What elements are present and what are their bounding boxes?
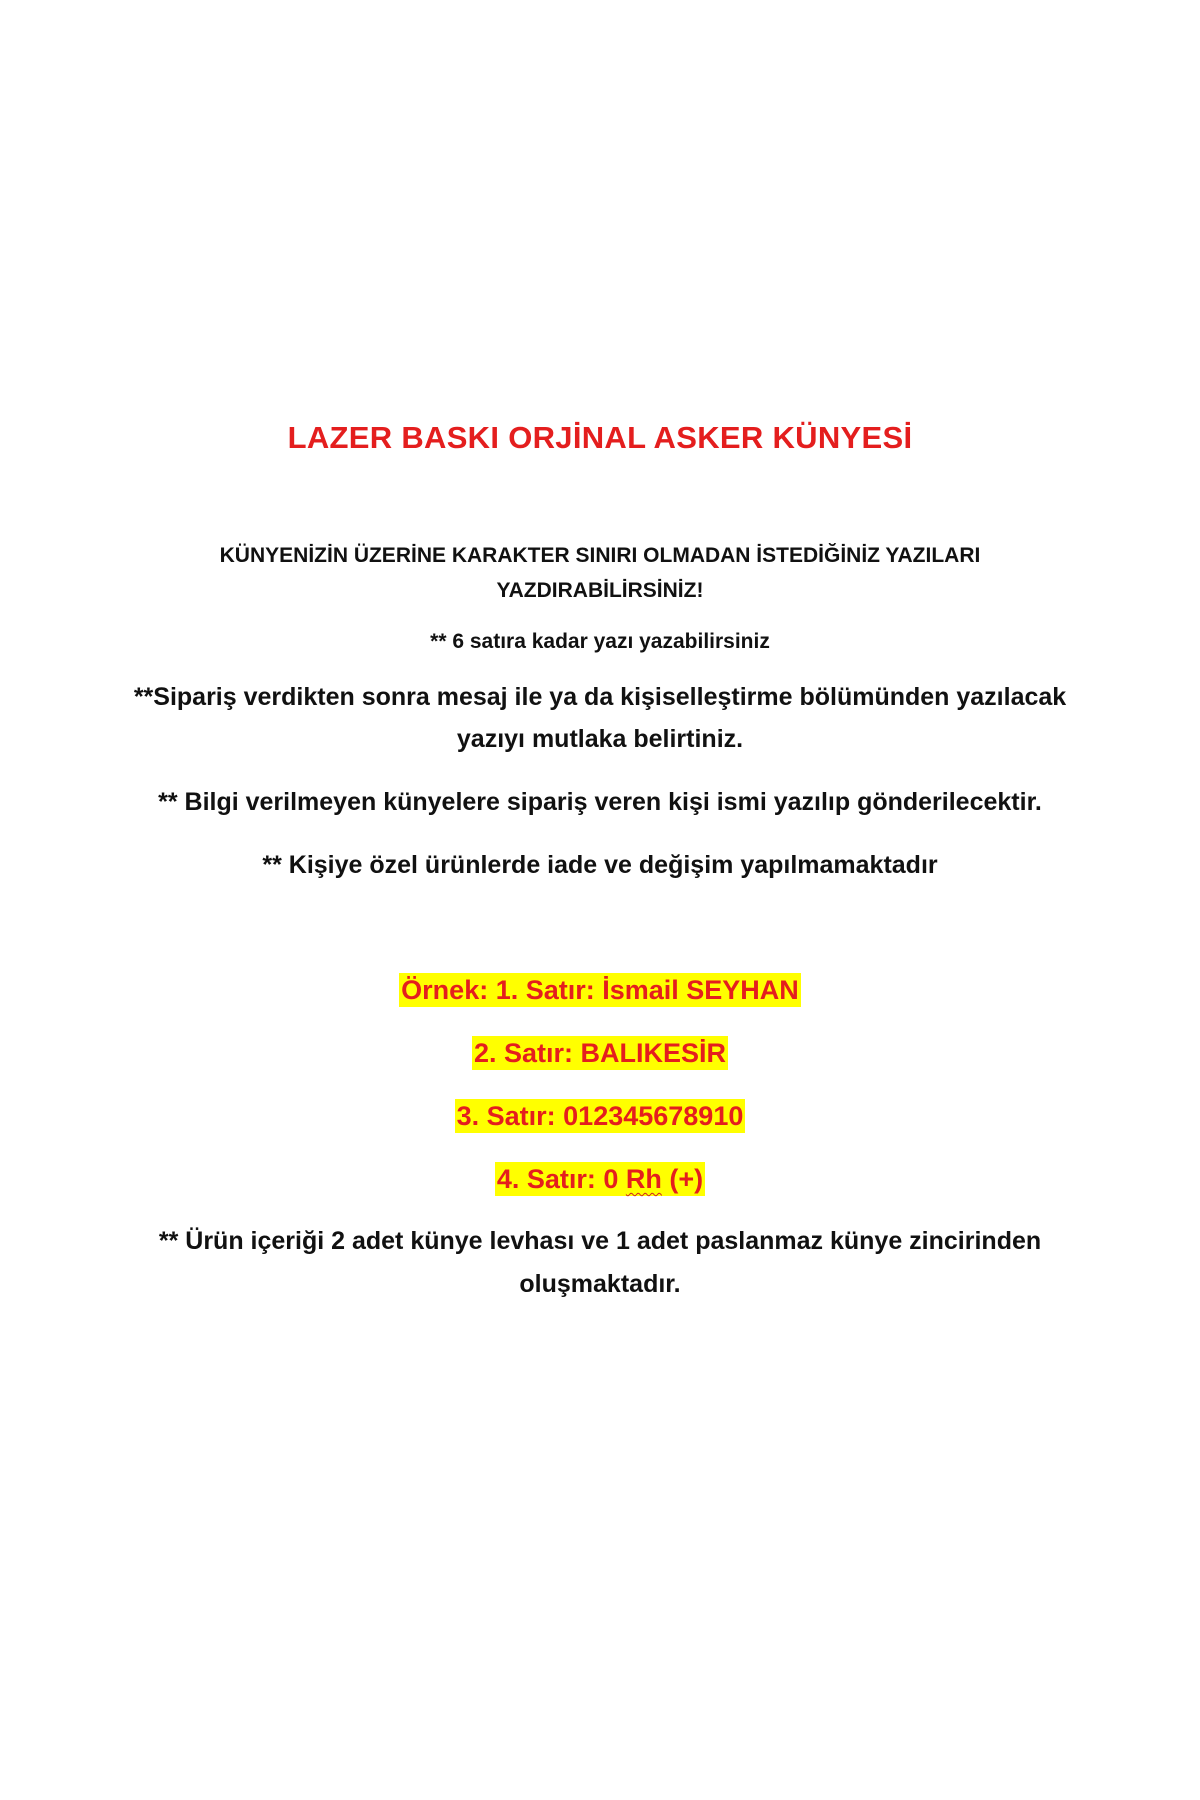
example-line-1-text: Örnek: 1. Satır: İsmail SEYHAN	[401, 975, 799, 1005]
contents-note-line-1: ** Ürün içeriği 2 adet künye levhası ve 1 adet paslanmaz künye zincirinden	[158, 1227, 1042, 1255]
default-name-note: ** Bilgi verilmeyen künyelere sipariş veren kişi ismi yazılıp gönderilecektir.	[158, 788, 1042, 816]
example-line-4-suffix: (+)	[661, 1164, 704, 1194]
example-line-3	[0, 1101, 1200, 1132]
example-line-4-highlight	[495, 1162, 705, 1196]
order-note-line-2: yazıyı mutlaka belirtiniz.	[456, 725, 744, 753]
page-title: LAZER BASKI ORJİNAL ASKER KÜNYESİ	[287, 420, 913, 455]
example-line-4-prefix: 4. Satır: 0	[496, 1164, 626, 1194]
notice-line-1: KÜNYENİZİN ÜZERİNE KARAKTER SINIRI OLMADAN İSTEDİĞİNİZ YAZILARI	[219, 544, 981, 567]
example-line-1	[0, 975, 1200, 1006]
example-line-4	[0, 1164, 1200, 1195]
spellcheck-underlined-word: Rh	[625, 1164, 662, 1194]
line-limit-note: ** 6 satıra kadar yazı yazabilirsiniz	[430, 630, 770, 653]
example-line-3-text: 3. Satır: 012345678910	[456, 1101, 744, 1131]
notice-line-2: YAZDIRABİLİRSİNİZ!	[496, 579, 704, 602]
return-policy-note: ** Kişiye özel ürünlerde iade ve değişim yapılmamaktadır	[262, 851, 938, 879]
example-line-2	[0, 1038, 1200, 1069]
order-note-line-1: **Sipariş verdikten sonra mesaj ile ya da kişiselleştirme bölümünden yazılacak	[133, 683, 1067, 711]
example-line-2-text: 2. Satır: BALIKESİR	[473, 1038, 727, 1068]
contents-note-line-2: oluşmaktadır.	[519, 1270, 681, 1298]
